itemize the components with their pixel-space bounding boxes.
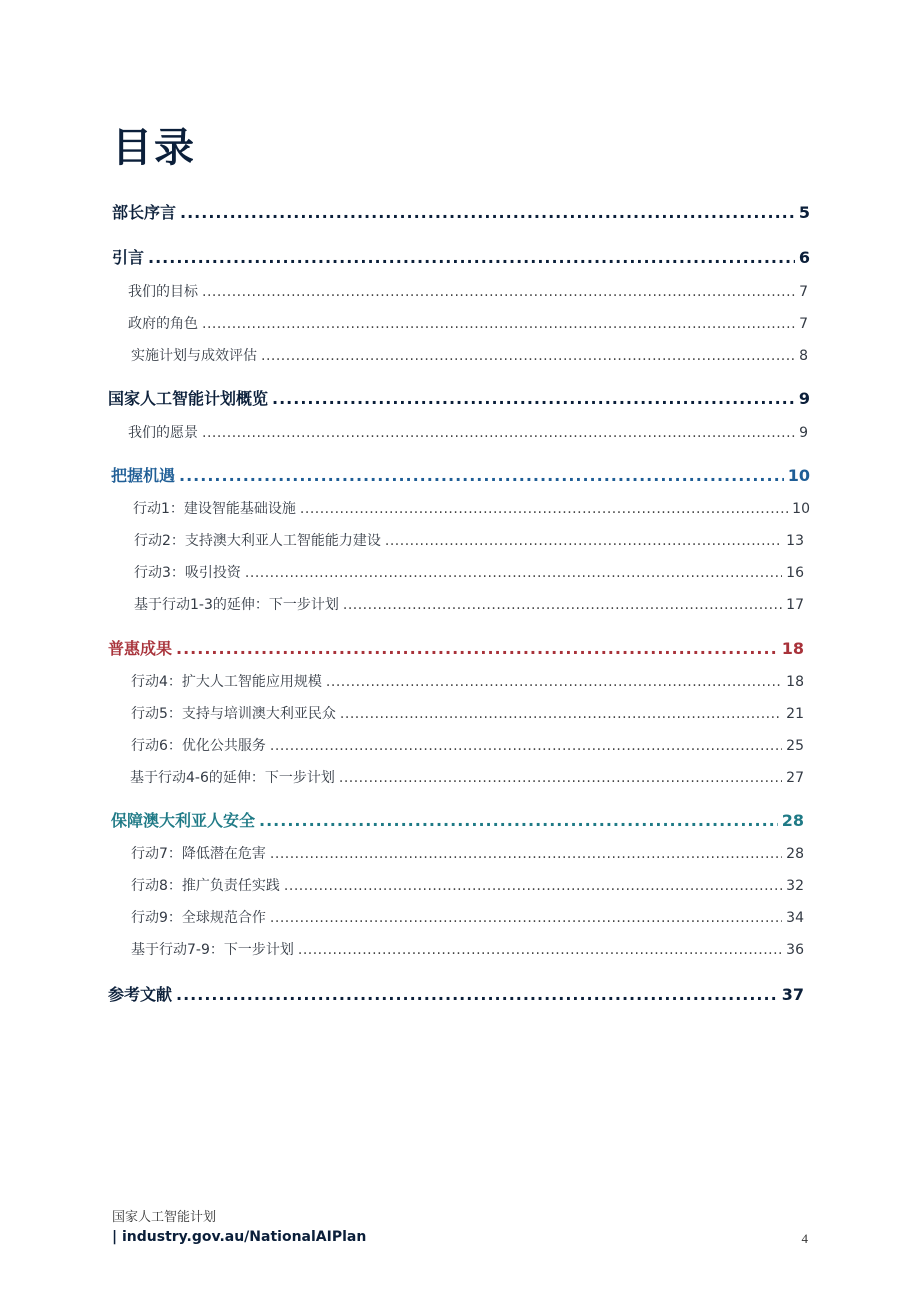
toc-entry-action-2[interactable]: [134, 530, 804, 550]
toc-entry-page: 10: [787, 466, 810, 485]
toc-entry-implementation[interactable]: [131, 345, 808, 365]
dot-leader: [270, 910, 782, 926]
toc-entry-page: 27: [786, 770, 804, 786]
toc-entry-label: 国家人工智能计划概览: [108, 389, 269, 408]
toc-entry-page: 34: [786, 910, 804, 926]
toc-entry-page: 18: [781, 639, 804, 658]
toc-entry-action-4[interactable]: [131, 671, 804, 691]
toc-entry-label: 我们的目标: [128, 284, 198, 300]
toc-entry-seize-opportunities[interactable]: [111, 463, 810, 486]
toc-entry-ministers-foreword[interactable]: [112, 200, 810, 223]
toc-entry-page: 7: [799, 284, 808, 300]
footer-url-link[interactable]: | industry.gov.au/NationalAIPlan: [112, 1229, 367, 1245]
toc-entry-label: 我们的愿景: [128, 425, 198, 441]
footer-plan-name: 国家人工智能计划: [112, 1210, 217, 1225]
dot-leader: [202, 316, 795, 332]
dot-leader: [284, 878, 782, 894]
toc-entry-page: 32: [786, 878, 804, 894]
toc-entry-page: 37: [781, 985, 804, 1004]
dot-leader: [326, 674, 782, 690]
page-title: 目录: [112, 125, 196, 171]
toc-entry-label: 把握机遇: [111, 466, 176, 485]
dot-leader: [261, 348, 795, 364]
toc-entry-page: 13: [786, 533, 804, 549]
toc-entry-label: 行动5：支持与培训澳大利亚民众: [131, 706, 336, 722]
dot-leader: [339, 770, 782, 786]
toc-entry-action-3[interactable]: [134, 562, 804, 582]
toc-entry-next-steps-4-6[interactable]: [130, 767, 804, 787]
toc-entry-label: 保障澳大利亚人安全: [111, 811, 256, 830]
toc-entry-label: 行动8：推广负责任实践: [131, 878, 280, 894]
toc-entry-page: 5: [798, 203, 810, 222]
toc-entry-page: 7: [799, 316, 808, 332]
toc-entry-label: 行动2：支持澳大利亚人工智能能力建设: [134, 533, 381, 549]
toc-entry-page: 17: [786, 597, 804, 613]
toc-entry-label: 参考文献: [108, 985, 173, 1004]
toc-entry-page: 9: [798, 389, 810, 408]
toc-entry-action-9[interactable]: [131, 907, 804, 927]
toc-entry-label: 普惠成果: [108, 639, 173, 658]
dot-leader: [343, 597, 782, 613]
toc-entry-label: 行动1：建设智能基础设施: [133, 501, 296, 517]
toc-entry-label: 行动9：全球规范合作: [131, 910, 266, 926]
toc-entry-inclusive-benefits[interactable]: [108, 636, 804, 659]
toc-entry-page: 18: [786, 674, 804, 690]
toc-entry-label: 行动3：吸引投资: [134, 565, 241, 581]
dot-leader: [202, 425, 795, 441]
toc-entry-label: 引言: [112, 248, 145, 267]
toc-entry-page: 21: [786, 706, 804, 722]
toc-entry-label: 基于行动4-6的延伸：下一步计划: [130, 770, 335, 786]
toc-entry-page: 25: [786, 738, 804, 754]
dot-leader: [245, 565, 782, 581]
dot-leader: [259, 811, 778, 830]
toc-entry-government-role[interactable]: [128, 313, 808, 333]
toc-entry-keep-australians-safe[interactable]: [111, 808, 804, 831]
toc-entry-label: 基于行动1-3的延伸：下一步计划: [134, 597, 339, 613]
toc-entry-action-8[interactable]: [131, 875, 804, 895]
dot-leader: [340, 706, 782, 722]
toc-entry-page: 8: [799, 348, 808, 364]
toc-entry-label: 政府的角色: [128, 316, 198, 332]
toc-entry-page: 28: [781, 811, 804, 830]
toc-entry-plan-overview[interactable]: [108, 386, 810, 409]
dot-leader: [298, 942, 782, 958]
toc-entry-page: 6: [798, 248, 810, 267]
toc-entry-references[interactable]: [108, 982, 804, 1005]
dot-leader: [202, 284, 795, 300]
dot-leader: [179, 466, 784, 485]
toc-entry-action-5[interactable]: [131, 703, 804, 723]
toc-entry-label: 部长序言: [112, 203, 177, 222]
toc-entry-page: 9: [799, 425, 808, 441]
toc-entry-label: 基于行动7-9：下一步计划: [131, 942, 294, 958]
toc-entry-page: 10: [792, 501, 810, 517]
dot-leader: [385, 533, 782, 549]
dot-leader: [272, 389, 795, 408]
dot-leader: [148, 248, 795, 267]
toc-entry-page: 16: [786, 565, 804, 581]
footer-page-number: 4: [801, 1231, 808, 1246]
toc-entry-label: 实施计划与成效评估: [131, 348, 257, 364]
toc-entry-introduction[interactable]: [112, 245, 810, 268]
dot-leader: [176, 985, 778, 1004]
dot-leader: [180, 203, 795, 222]
toc-entry-action-6[interactable]: [131, 735, 804, 755]
dot-leader: [270, 738, 782, 754]
dot-leader: [300, 501, 788, 517]
toc-entry-our-vision[interactable]: [128, 422, 808, 442]
toc-entry-action-7[interactable]: [131, 843, 804, 863]
toc-entry-our-goals[interactable]: [128, 281, 808, 301]
toc-entry-action-1[interactable]: [133, 498, 810, 518]
toc-entry-page: 28: [786, 846, 804, 862]
toc-entry-label: 行动6：优化公共服务: [131, 738, 266, 754]
toc-entry-page: 36: [786, 942, 804, 958]
toc-entry-next-steps-1-3[interactable]: [134, 594, 804, 614]
toc-entry-next-steps-7-9[interactable]: [131, 939, 804, 959]
toc-entry-label: 行动7：降低潜在危害: [131, 846, 266, 862]
dot-leader: [270, 846, 782, 862]
dot-leader: [176, 639, 778, 658]
toc-entry-label: 行动4：扩大人工智能应用规模: [131, 674, 322, 690]
